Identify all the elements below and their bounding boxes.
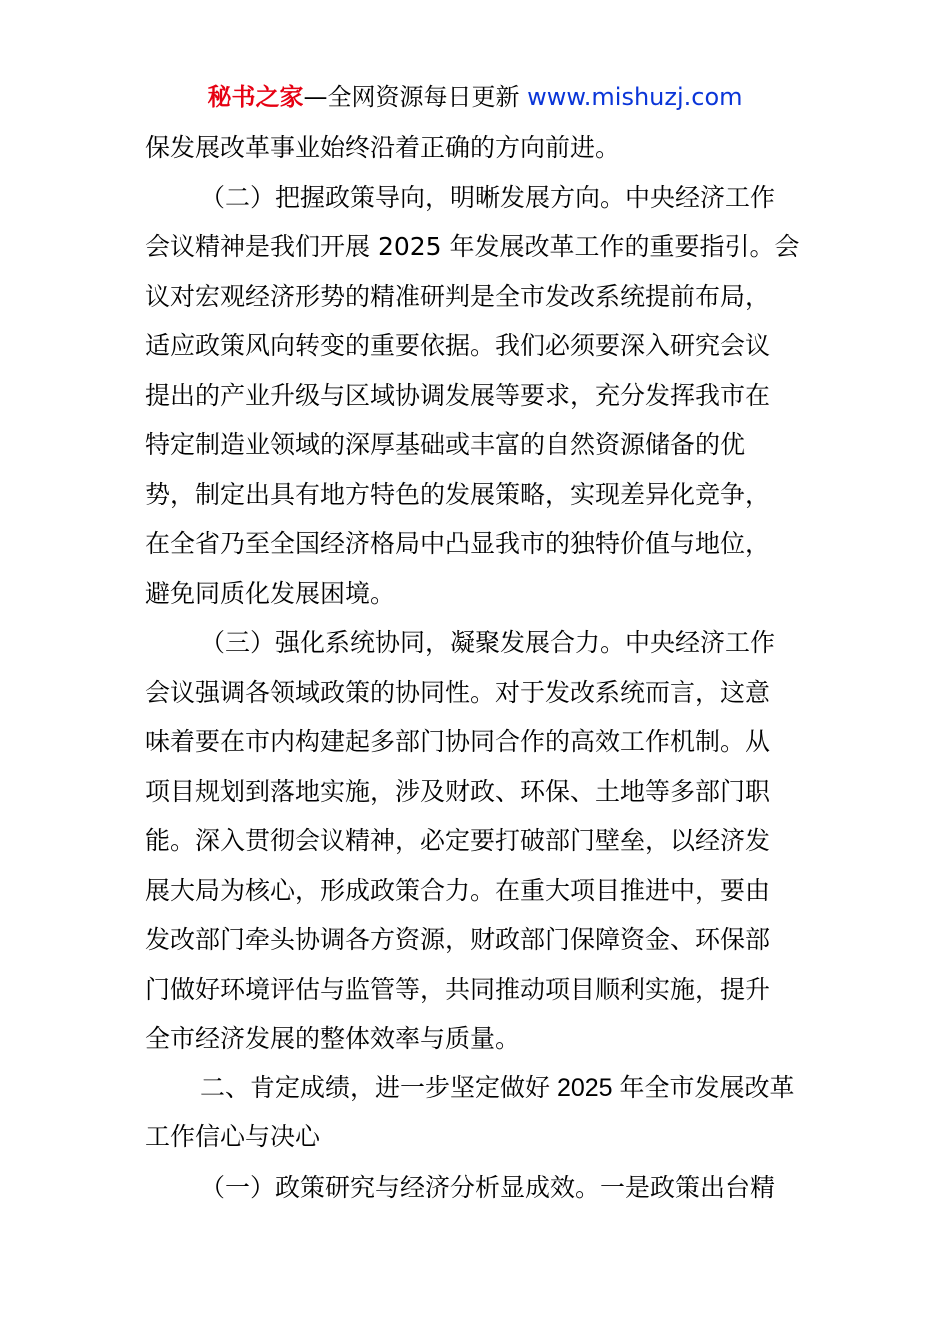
text-line: 保发展改革事业始终沿着正确的方向前进。 [145, 133, 621, 162]
text-line: 在全省乃至全国经济格局中凸显我市的独特价值与地位， [145, 529, 771, 558]
text-line: 特定制造业领域的深厚基础或丰富的自然资源储备的优 [145, 430, 746, 459]
section-heading-line: 二、肯定成绩，进一步坚定做好 2025 年全市发展改革 [200, 1073, 795, 1102]
text-line: 避免同质化发展困境。 [145, 578, 396, 608]
document-body [145, 123, 810, 1212]
text-line: 势，制定出具有地方特色的发展策略，实现差异化竞争， [145, 479, 771, 509]
site-brand: 秘书之家 [207, 83, 304, 111]
text-line: 全市经济发展的整体效率与质量。 [145, 1024, 521, 1053]
text-line: 议对宏观经济形势的精准研判是全市发改系统提前布局， [145, 281, 771, 311]
text-line: 门做好环境评估与监管等，共同推动项目顺利实施，提升 [145, 974, 771, 1004]
site-url-link[interactable]: www.mishuzj.com [527, 83, 743, 111]
section-heading-line: 工作信心与决心 [145, 1123, 321, 1151]
text-line: 能。深入贯彻会议精神，必定要打破部门壁垒，以经济发 [145, 826, 771, 855]
text-line: 发改部门牵头协调各方资源，财政部门保障资金、环保部 [145, 925, 771, 954]
paragraph-start-line: （三）强化系统协同，凝聚发展合力。中央经济工作 [200, 628, 776, 657]
text-line: 适应政策风向转变的重要依据。我们必须要深入研究会议 [145, 331, 771, 360]
text-line: 会议精神是我们开展 2025 年发展改革工作的重要指引。会 [145, 232, 800, 261]
text-line: 提出的产业升级与区域协调发展等要求，充分发挥我市在 [145, 380, 771, 410]
paragraph-start-line: （二）把握政策导向，明晰发展方向。中央经济工作 [200, 182, 776, 212]
paragraph-start-line: （一）政策研究与经济分析显成效。一是政策出台精 [200, 1172, 776, 1202]
text-line: 会议强调各领域政策的协同性。对于发改系统而言，这意 [145, 677, 771, 707]
site-header [0, 80, 950, 114]
text-line: 展大局为核心，形成政策合力。在重大项目推进中，要由 [145, 875, 771, 905]
site-tagline: —全网资源每日更新 [303, 83, 528, 111]
text-line: 味着要在市内构建起多部门协同合作的高效工作机制。从 [145, 727, 771, 756]
text-line: 项目规划到落地实施，涉及财政、环保、土地等多部门职 [145, 776, 771, 806]
